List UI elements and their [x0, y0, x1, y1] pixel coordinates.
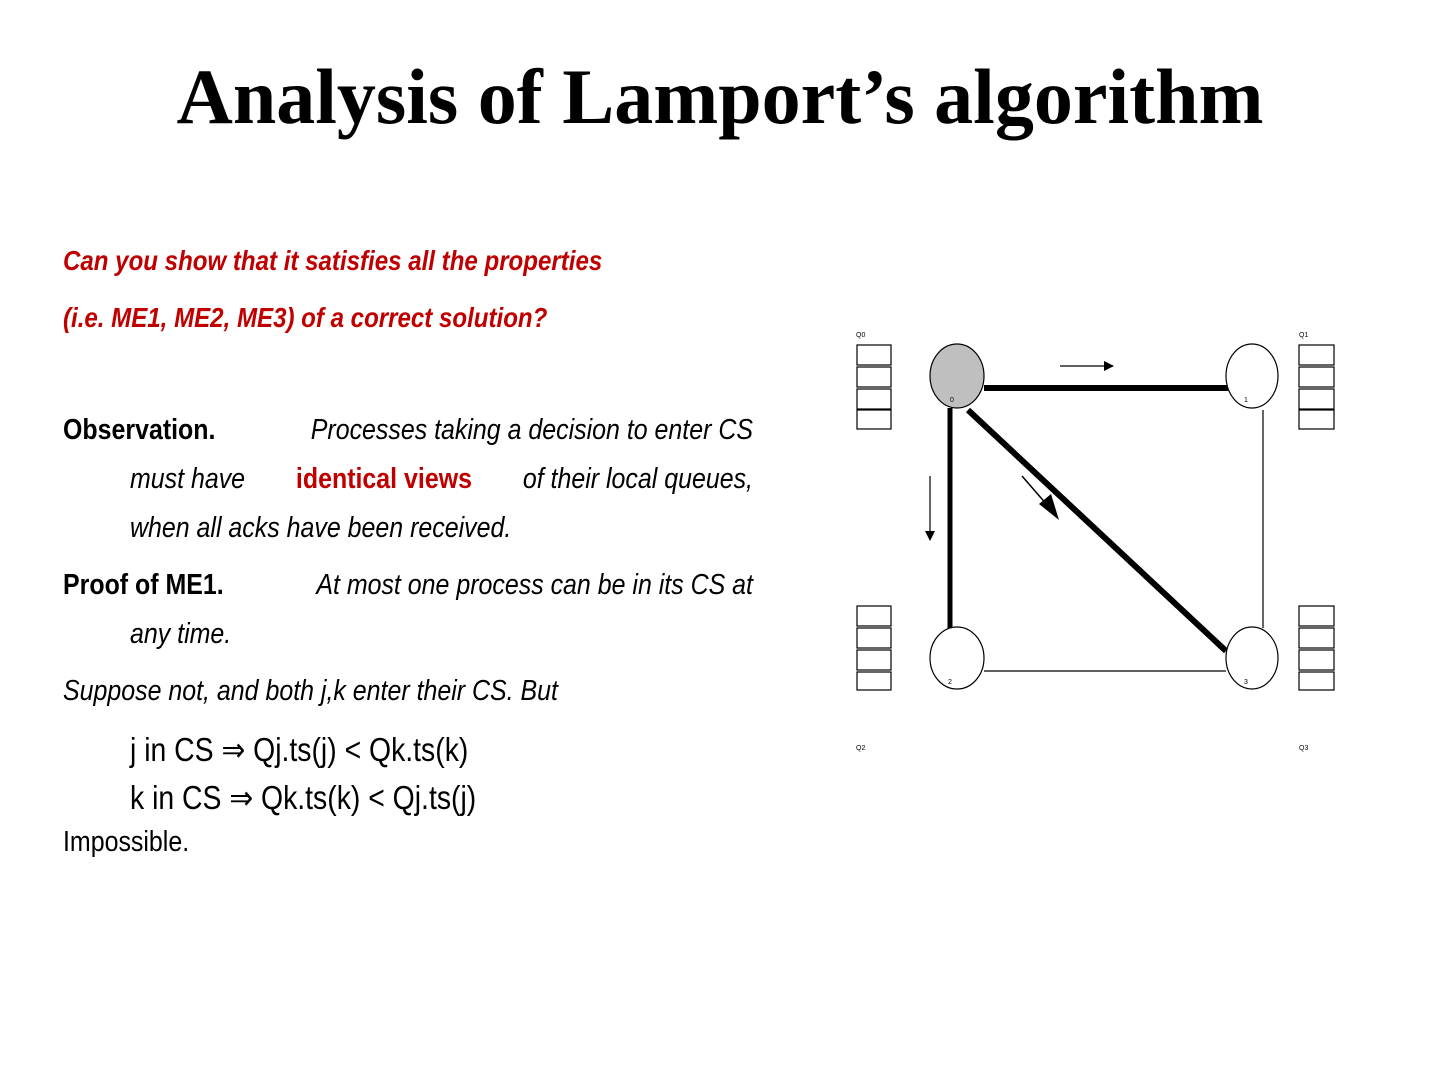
observation-text-2a: must have — [130, 463, 246, 495]
observation-text-1: Processes taking a decision to enter CS — [310, 414, 753, 446]
process-node-2 — [930, 627, 984, 689]
question-line-1: Can you show that it satisfies all the properties — [63, 245, 603, 276]
proof-paragraph — [63, 561, 753, 659]
arrow-0-to-3 — [1022, 476, 1059, 520]
observation-text-3: when all acks have been received. — [130, 512, 512, 544]
edge-0-3 — [968, 410, 1226, 651]
process-node-3 — [1226, 627, 1278, 689]
observation-paragraph — [63, 406, 753, 553]
queue-q3 — [1299, 606, 1334, 690]
slide-title: Analysis of Lamport’s algorithm — [176, 53, 1264, 140]
formula-1: j in CS ⇒ Qj.ts(j) < Qk.ts(k) — [130, 731, 469, 768]
queue-q2 — [857, 606, 891, 690]
proof-text-1: At most one process can be in its CS at — [316, 569, 753, 601]
proof-text-2: any time. — [130, 618, 232, 650]
formula-2: k in CS ⇒ Qk.ts(k) < Qj.ts(j) — [130, 779, 477, 816]
node-label-2: 2 — [948, 679, 952, 686]
process-node-0 — [930, 344, 984, 408]
queue-label-q2: Q2 — [856, 745, 866, 752]
queue-label-q3: Q3 — [1299, 745, 1309, 752]
question-line-2: (i.e. ME1, ME2, ME3) of a correct solution? — [63, 302, 548, 333]
proof-lead: Proof of ME1. — [63, 569, 224, 601]
queue-label-q1: Q1 — [1299, 332, 1309, 339]
queue-label-q0: Q0 — [856, 332, 866, 339]
process-node-1 — [1226, 344, 1278, 408]
slide-body — [63, 232, 753, 862]
observation-text-2b: of their local queues, — [522, 463, 753, 495]
node-label-3: 3 — [1244, 679, 1248, 686]
conclusion: Impossible. — [63, 826, 190, 858]
node-label-0: 0 — [950, 397, 954, 404]
node-label-1: 1 — [1244, 397, 1248, 404]
suppose-line: Suppose not, and both j,k enter their CS. But — [63, 675, 558, 707]
observation-highlight: identical views — [295, 463, 472, 495]
lamport-network-diagram — [820, 320, 1360, 770]
observation-lead: Observation. — [63, 414, 216, 446]
queue-q1 — [1299, 345, 1334, 429]
queue-q0 — [857, 345, 891, 429]
